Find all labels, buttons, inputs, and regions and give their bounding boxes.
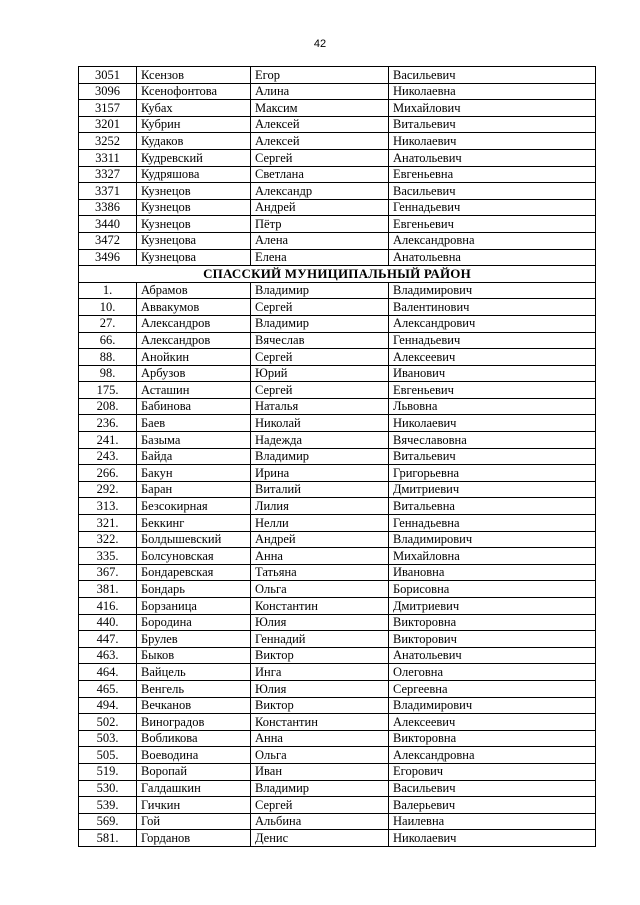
patronymic-cell: Евгеньевич <box>389 216 596 233</box>
row-number-cell: 367. <box>79 564 137 581</box>
first-name-cell: Егор <box>251 67 389 84</box>
page-number: 42 <box>313 38 327 50</box>
row-number-cell: 463. <box>79 647 137 664</box>
row-number-cell: 3051 <box>79 67 137 84</box>
table-row <box>79 747 596 764</box>
first-name-cell: Константин <box>251 598 389 615</box>
first-name-cell: Алена <box>251 232 389 249</box>
patronymic-cell: Николаевич <box>389 415 596 432</box>
first-name-cell: Вячеслав <box>251 332 389 349</box>
table-row <box>79 813 596 830</box>
section-title: СПАССКИЙ МУНИЦИПАЛЬНЫЙ РАЙОН <box>79 266 596 283</box>
surname-cell: Воеводина <box>137 747 251 764</box>
surname-cell: Быков <box>137 647 251 664</box>
row-number-cell: 88. <box>79 349 137 366</box>
first-name-cell: Юрий <box>251 365 389 382</box>
surname-cell: Александров <box>137 332 251 349</box>
patronymic-cell: Анатольевич <box>389 647 596 664</box>
patronymic-cell: Евгеньевич <box>389 382 596 399</box>
first-name-cell: Виктор <box>251 697 389 714</box>
first-name-cell: Пётр <box>251 216 389 233</box>
table-row <box>79 631 596 648</box>
table-row <box>79 166 596 183</box>
patronymic-cell: Наилевна <box>389 813 596 830</box>
row-number-cell: 3252 <box>79 133 137 150</box>
table-row <box>79 365 596 382</box>
row-number-cell: 236. <box>79 415 137 432</box>
patronymic-cell: Николаевич <box>389 830 596 847</box>
first-name-cell: Геннадий <box>251 631 389 648</box>
table-row <box>79 780 596 797</box>
patronymic-cell: Алексеевич <box>389 714 596 731</box>
surname-cell: Кубрин <box>137 116 251 133</box>
patronymic-cell: Геннадьевич <box>389 332 596 349</box>
first-name-cell: Иван <box>251 763 389 780</box>
surname-cell: Венгель <box>137 680 251 697</box>
patronymic-cell: Ивановна <box>389 564 596 581</box>
row-number-cell: 27. <box>79 315 137 332</box>
row-number-cell: 539. <box>79 797 137 814</box>
first-name-cell: Сергей <box>251 349 389 366</box>
surname-cell: Вайцель <box>137 664 251 681</box>
first-name-cell: Юлия <box>251 680 389 697</box>
surname-cell: Галдашкин <box>137 780 251 797</box>
surname-cell: Виноградов <box>137 714 251 731</box>
row-number-cell: 3096 <box>79 83 137 100</box>
row-number-cell: 243. <box>79 448 137 465</box>
first-name-cell: Нелли <box>251 515 389 532</box>
patronymic-cell: Валентинович <box>389 299 596 316</box>
first-name-cell: Елена <box>251 249 389 266</box>
table-row <box>79 67 596 84</box>
patronymic-cell: Валерьевич <box>389 797 596 814</box>
row-number-cell: 313. <box>79 498 137 515</box>
table-row <box>79 299 596 316</box>
table-row <box>79 797 596 814</box>
table-row <box>79 614 596 631</box>
table-row <box>79 100 596 117</box>
first-name-cell: Анна <box>251 548 389 565</box>
first-name-cell: Татьяна <box>251 564 389 581</box>
surname-cell: Кудряшова <box>137 166 251 183</box>
table-row <box>79 697 596 714</box>
table-row <box>79 149 596 166</box>
row-number-cell: 530. <box>79 780 137 797</box>
patronymic-cell: Александровна <box>389 232 596 249</box>
row-number-cell: 503. <box>79 730 137 747</box>
table-row <box>79 216 596 233</box>
surname-cell: Кубах <box>137 100 251 117</box>
first-name-cell: Виктор <box>251 647 389 664</box>
patronymic-cell: Викторовна <box>389 614 596 631</box>
table-row <box>79 763 596 780</box>
table-row <box>79 332 596 349</box>
patronymic-cell: Витальевич <box>389 116 596 133</box>
table-row <box>79 498 596 515</box>
table-row <box>79 398 596 415</box>
first-name-cell: Владимир <box>251 448 389 465</box>
surname-cell: Бондаревская <box>137 564 251 581</box>
table-row <box>79 133 596 150</box>
patronymic-cell: Александрович <box>389 315 596 332</box>
table-row <box>79 183 596 200</box>
surname-cell: Байда <box>137 448 251 465</box>
row-number-cell: 241. <box>79 432 137 449</box>
patronymic-cell: Николаевич <box>389 133 596 150</box>
surname-cell: Аввакумов <box>137 299 251 316</box>
row-number-cell: 10. <box>79 299 137 316</box>
table-row <box>79 199 596 216</box>
table-row <box>79 448 596 465</box>
patronymic-cell: Олеговна <box>389 664 596 681</box>
table-row <box>79 680 596 697</box>
first-name-cell: Сергей <box>251 382 389 399</box>
first-name-cell: Алексей <box>251 133 389 150</box>
patronymic-cell: Михайловна <box>389 548 596 565</box>
first-name-cell: Лилия <box>251 498 389 515</box>
first-name-cell: Алина <box>251 83 389 100</box>
table-row <box>79 382 596 399</box>
table-row <box>79 714 596 731</box>
row-number-cell: 465. <box>79 680 137 697</box>
surname-cell: Болдышевский <box>137 531 251 548</box>
first-name-cell: Надежда <box>251 432 389 449</box>
row-number-cell: 322. <box>79 531 137 548</box>
table-row <box>79 564 596 581</box>
surname-cell: Анойкин <box>137 349 251 366</box>
row-number-cell: 519. <box>79 763 137 780</box>
table-row <box>79 830 596 847</box>
row-number-cell: 569. <box>79 813 137 830</box>
patronymic-cell: Дмитриевич <box>389 481 596 498</box>
row-number-cell: 208. <box>79 398 137 415</box>
first-name-cell: Альбина <box>251 813 389 830</box>
surname-cell: Бабинова <box>137 398 251 415</box>
table-row <box>79 349 596 366</box>
surname-cell: Ксензов <box>137 67 251 84</box>
surname-cell: Ксенофонтова <box>137 83 251 100</box>
row-number-cell: 3371 <box>79 183 137 200</box>
surname-cell: Баев <box>137 415 251 432</box>
first-name-cell: Наталья <box>251 398 389 415</box>
table-row <box>79 232 596 249</box>
first-name-cell: Николай <box>251 415 389 432</box>
row-number-cell: 447. <box>79 631 137 648</box>
patronymic-cell: Геннадьевич <box>389 199 596 216</box>
roster-body <box>79 67 596 847</box>
surname-cell: Баран <box>137 481 251 498</box>
first-name-cell: Андрей <box>251 199 389 216</box>
row-number-cell: 3440 <box>79 216 137 233</box>
surname-cell: Бондарь <box>137 581 251 598</box>
table-row <box>79 548 596 565</box>
table-row <box>79 531 596 548</box>
first-name-cell: Сергей <box>251 299 389 316</box>
patronymic-cell: Васильевич <box>389 780 596 797</box>
row-number-cell: 66. <box>79 332 137 349</box>
surname-cell: Безсокирная <box>137 498 251 515</box>
surname-cell: Кузнецова <box>137 232 251 249</box>
table-row <box>79 415 596 432</box>
surname-cell: Кудревский <box>137 149 251 166</box>
first-name-cell: Алексей <box>251 116 389 133</box>
patronymic-cell: Вячеславовна <box>389 432 596 449</box>
surname-cell: Бакун <box>137 465 251 482</box>
surname-cell: Горданов <box>137 830 251 847</box>
first-name-cell: Виталий <box>251 481 389 498</box>
row-number-cell: 3311 <box>79 149 137 166</box>
table-row <box>79 282 596 299</box>
surname-cell: Бородина <box>137 614 251 631</box>
first-name-cell: Андрей <box>251 531 389 548</box>
first-name-cell: Инга <box>251 664 389 681</box>
row-number-cell: 98. <box>79 365 137 382</box>
first-name-cell: Максим <box>251 100 389 117</box>
patronymic-cell: Николаевна <box>389 83 596 100</box>
first-name-cell: Владимир <box>251 282 389 299</box>
first-name-cell: Сергей <box>251 797 389 814</box>
surname-cell: Кузнецова <box>137 249 251 266</box>
first-name-cell: Александр <box>251 183 389 200</box>
patronymic-cell: Сергеевна <box>389 680 596 697</box>
first-name-cell: Светлана <box>251 166 389 183</box>
surname-cell: Вечканов <box>137 697 251 714</box>
table-row <box>79 481 596 498</box>
surname-cell: Базыма <box>137 432 251 449</box>
first-name-cell: Анна <box>251 730 389 747</box>
patronymic-cell: Анатольевна <box>389 249 596 266</box>
row-number-cell: 581. <box>79 830 137 847</box>
first-name-cell: Денис <box>251 830 389 847</box>
row-number-cell: 494. <box>79 697 137 714</box>
surname-cell: Асташин <box>137 382 251 399</box>
row-number-cell: 505. <box>79 747 137 764</box>
table-row <box>79 116 596 133</box>
table-row <box>79 581 596 598</box>
table-row <box>79 664 596 681</box>
first-name-cell: Юлия <box>251 614 389 631</box>
row-number-cell: 335. <box>79 548 137 565</box>
row-number-cell: 381. <box>79 581 137 598</box>
surname-cell: Воропай <box>137 763 251 780</box>
table-row <box>79 432 596 449</box>
surname-cell: Абрамов <box>137 282 251 299</box>
surname-cell: Борзаница <box>137 598 251 615</box>
patronymic-cell: Григорьевна <box>389 465 596 482</box>
roster-table <box>78 66 596 847</box>
table-row <box>79 515 596 532</box>
patronymic-cell: Евгеньевна <box>389 166 596 183</box>
patronymic-cell: Витальевна <box>389 498 596 515</box>
table-row <box>79 465 596 482</box>
patronymic-cell: Васильевич <box>389 67 596 84</box>
surname-cell: Гичкин <box>137 797 251 814</box>
table-row <box>79 647 596 664</box>
row-number-cell: 3386 <box>79 199 137 216</box>
patronymic-cell: Анатольевич <box>389 149 596 166</box>
surname-cell: Александров <box>137 315 251 332</box>
table-row <box>79 598 596 615</box>
table-row <box>79 730 596 747</box>
patronymic-cell: Васильевич <box>389 183 596 200</box>
row-number-cell: 3201 <box>79 116 137 133</box>
table-row <box>79 249 596 266</box>
row-number-cell: 416. <box>79 598 137 615</box>
first-name-cell: Владимир <box>251 315 389 332</box>
surname-cell: Кудаков <box>137 133 251 150</box>
surname-cell: Вобликова <box>137 730 251 747</box>
patronymic-cell: Егорович <box>389 763 596 780</box>
surname-cell: Кузнецов <box>137 216 251 233</box>
row-number-cell: 464. <box>79 664 137 681</box>
patronymic-cell: Геннадьевна <box>389 515 596 532</box>
row-number-cell: 3496 <box>79 249 137 266</box>
patronymic-cell: Владимирович <box>389 282 596 299</box>
patronymic-cell: Львовна <box>389 398 596 415</box>
patronymic-cell: Александровна <box>389 747 596 764</box>
surname-cell: Болсуновская <box>137 548 251 565</box>
surname-cell: Кузнецов <box>137 199 251 216</box>
row-number-cell: 3472 <box>79 232 137 249</box>
row-number-cell: 3327 <box>79 166 137 183</box>
surname-cell: Беккинг <box>137 515 251 532</box>
row-number-cell: 321. <box>79 515 137 532</box>
patronymic-cell: Иванович <box>389 365 596 382</box>
patronymic-cell: Алексеевич <box>389 349 596 366</box>
row-number-cell: 3157 <box>79 100 137 117</box>
surname-cell: Арбузов <box>137 365 251 382</box>
first-name-cell: Сергей <box>251 149 389 166</box>
patronymic-cell: Викторовна <box>389 730 596 747</box>
row-number-cell: 440. <box>79 614 137 631</box>
patronymic-cell: Борисовна <box>389 581 596 598</box>
first-name-cell: Константин <box>251 714 389 731</box>
row-number-cell: 175. <box>79 382 137 399</box>
row-number-cell: 1. <box>79 282 137 299</box>
surname-cell: Кузнецов <box>137 183 251 200</box>
patronymic-cell: Дмитриевич <box>389 598 596 615</box>
surname-cell: Гой <box>137 813 251 830</box>
first-name-cell: Владимир <box>251 780 389 797</box>
row-number-cell: 292. <box>79 481 137 498</box>
table-row <box>79 83 596 100</box>
first-name-cell: Ольга <box>251 581 389 598</box>
row-number-cell: 266. <box>79 465 137 482</box>
patronymic-cell: Владимирович <box>389 531 596 548</box>
first-name-cell: Ирина <box>251 465 389 482</box>
table-row <box>79 315 596 332</box>
patronymic-cell: Владимирович <box>389 697 596 714</box>
patronymic-cell: Витальевич <box>389 448 596 465</box>
surname-cell: Брулев <box>137 631 251 648</box>
patronymic-cell: Михайлович <box>389 100 596 117</box>
first-name-cell: Ольга <box>251 747 389 764</box>
section-row <box>79 266 596 283</box>
patronymic-cell: Викторович <box>389 631 596 648</box>
row-number-cell: 502. <box>79 714 137 731</box>
